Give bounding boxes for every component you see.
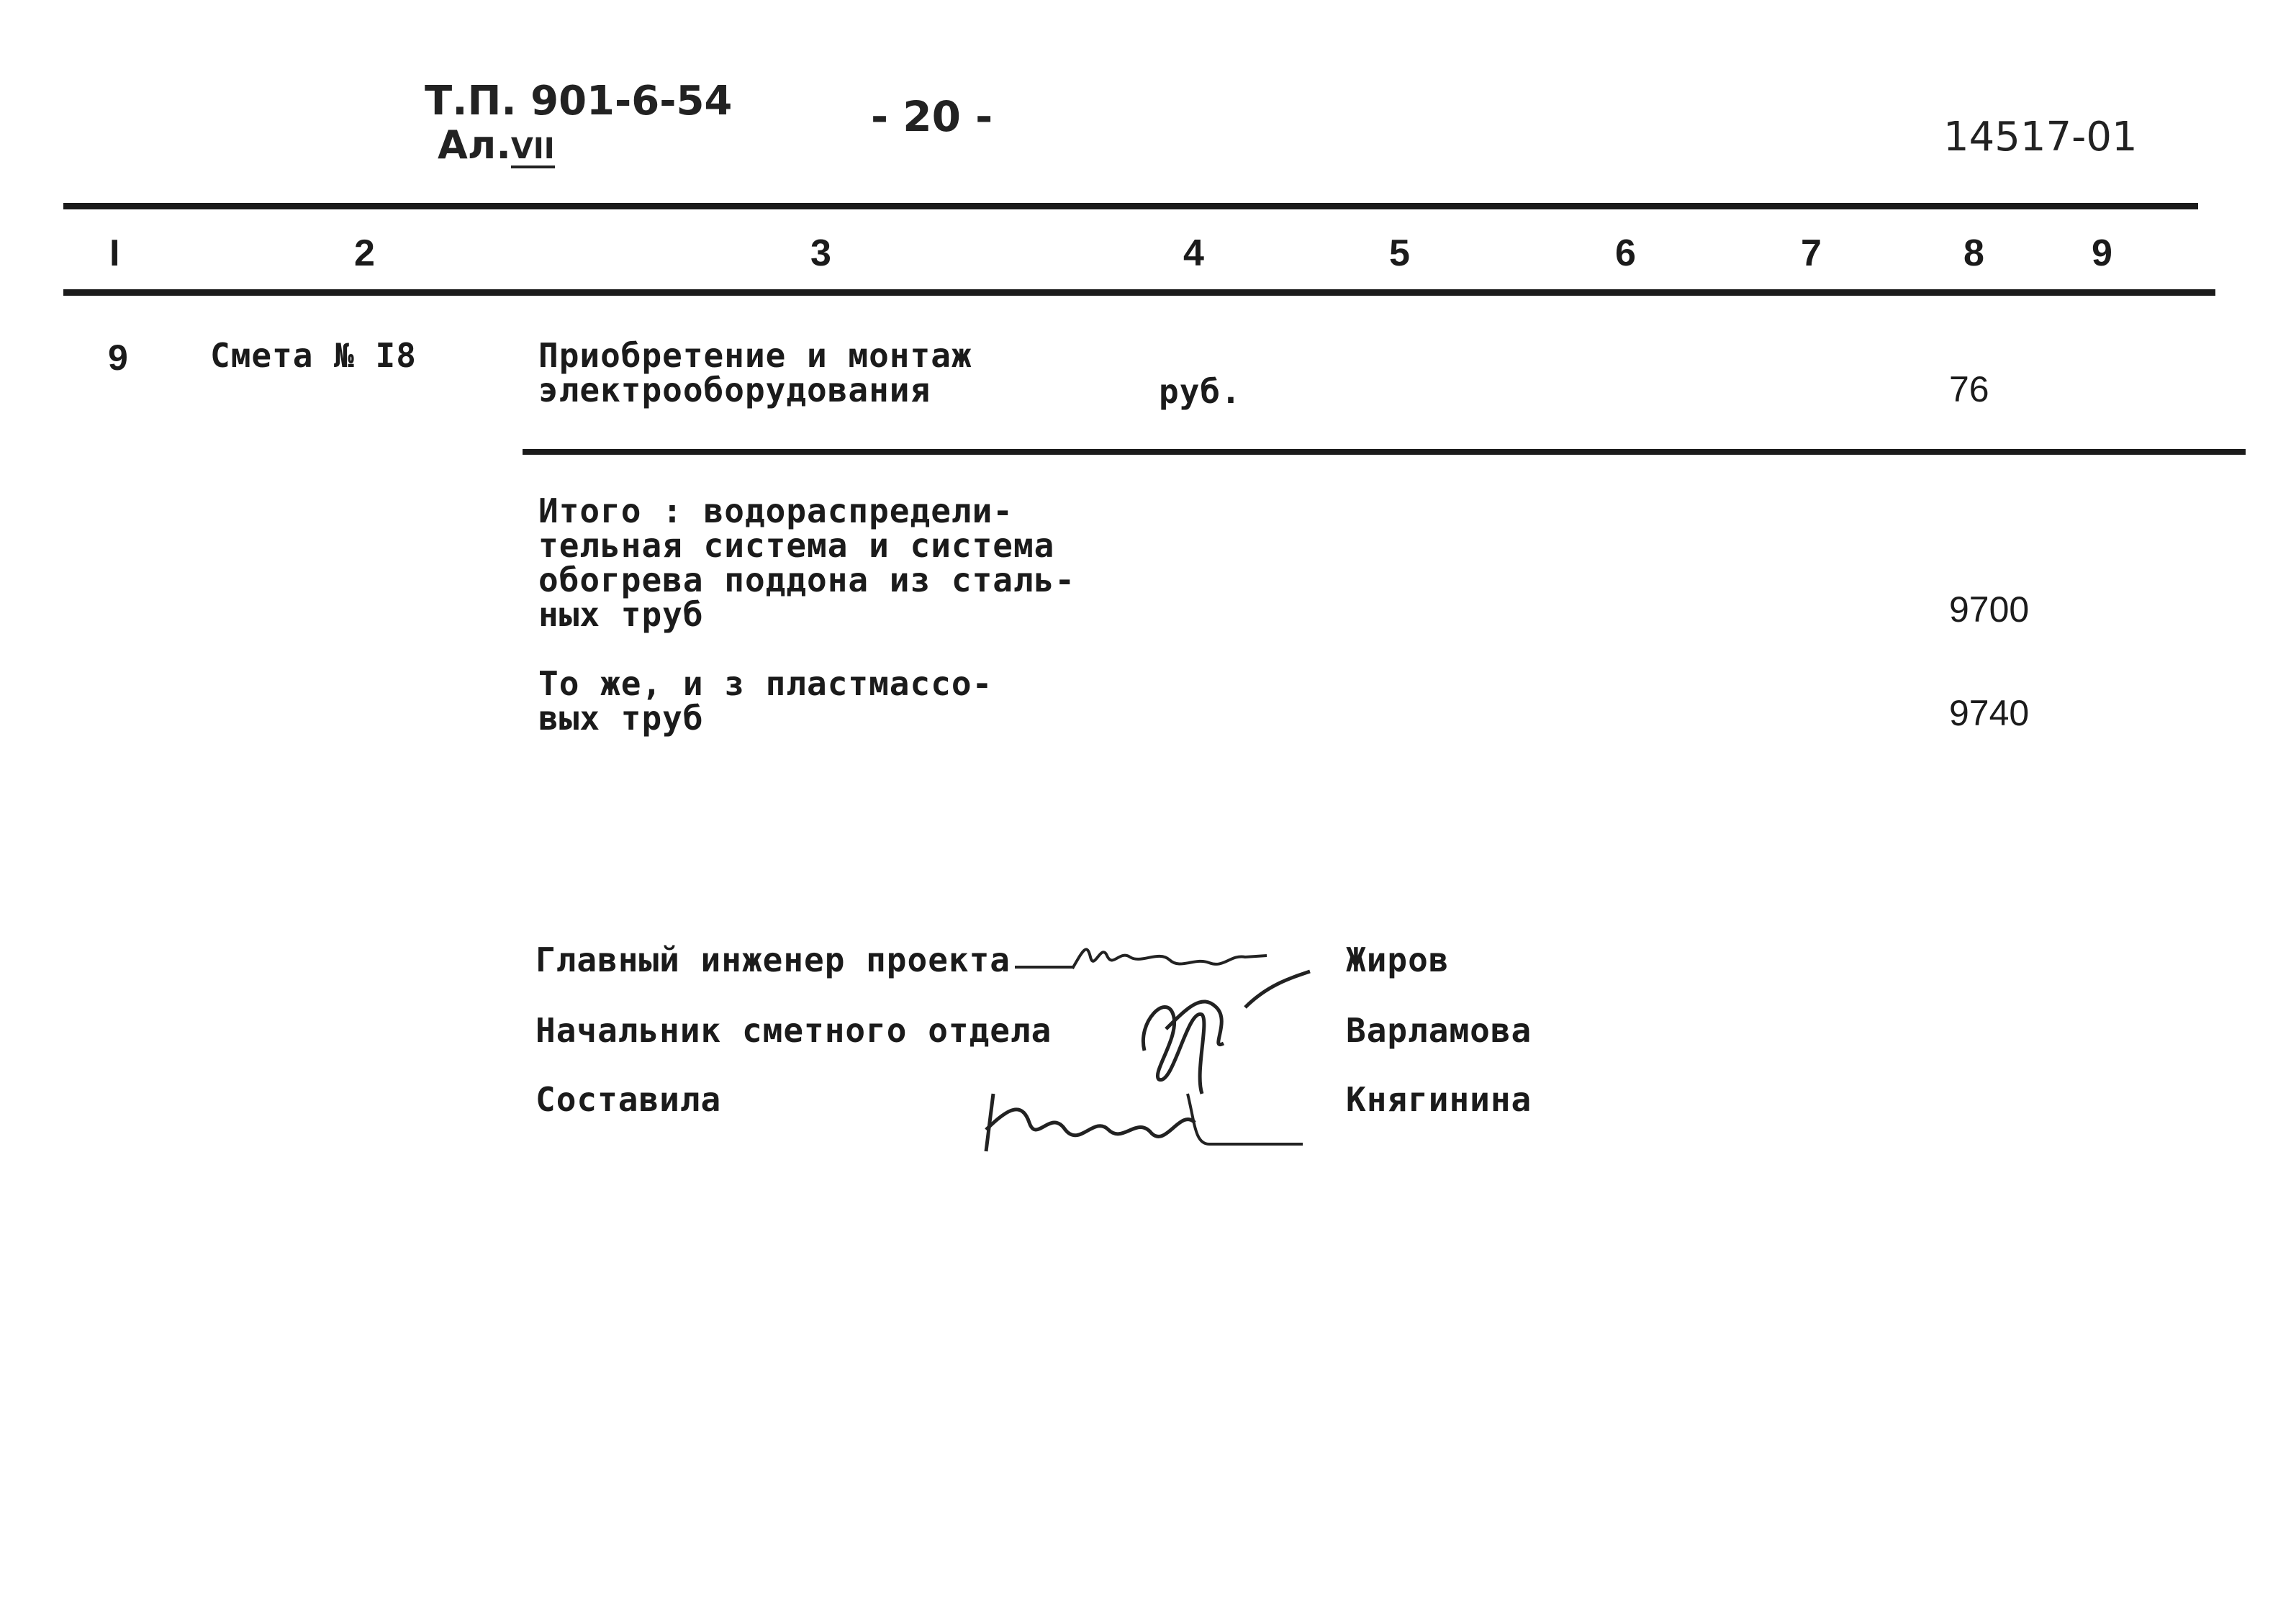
doc-code-roman: VII [511, 132, 555, 168]
subtotal-rule [523, 449, 2246, 455]
total-2-line1: То же, и з пластмассо- [538, 664, 993, 703]
row-estimate: Смета № I8 [210, 336, 417, 375]
signature-title-chief-engineer: Главный инженер проекта [535, 940, 1011, 979]
row-description-line2: электрооборудования [538, 371, 931, 409]
total-1-line2: тельная система и система [538, 526, 1055, 565]
header-bottom-rule [63, 289, 2215, 296]
total-1-line4: ных труб [538, 595, 704, 634]
doc-code-line1: Т.П. 901-6-54 [425, 78, 733, 124]
row-unit: руб. [1159, 372, 1242, 411]
column-header-3: 3 [810, 232, 831, 274]
signature-name-compiler: Княгинина [1346, 1080, 1532, 1119]
row-value: 76 [1949, 369, 1989, 409]
column-header-7: 7 [1801, 232, 1822, 274]
table-top-rule [63, 203, 2198, 209]
column-header-4: 4 [1183, 232, 1204, 274]
column-header-2: 2 [354, 232, 375, 274]
total-1-line3: обогрева поддона из сталь- [538, 561, 1076, 599]
signature-title-compiler: Составила [535, 1080, 722, 1119]
signature-mark-compiler [979, 1079, 1310, 1159]
doc-code-line2 [438, 122, 555, 168]
column-header-5: 5 [1389, 232, 1410, 274]
page-number: - 20 - [871, 92, 993, 141]
column-header-9: 9 [2092, 232, 2112, 274]
signature-title-estimates-head: Начальник сметного отдела [535, 1011, 1052, 1050]
signature-name-chief-engineer: Жиров [1346, 940, 1450, 979]
signature-name-estimates-head: Варламова [1346, 1011, 1532, 1050]
total-2-line2: вых труб [538, 699, 704, 738]
row-description-line1: Приобретение и монтаж [538, 336, 972, 375]
total-2-value: 9740 [1949, 693, 2030, 733]
column-header-8: 8 [1963, 232, 1984, 274]
total-1-value: 9700 [1949, 589, 2030, 630]
column-header-1: I [109, 232, 120, 274]
column-header-6: 6 [1615, 232, 1636, 274]
archive-number: 14517-01 [1943, 114, 2138, 160]
row-position: 9 [108, 337, 128, 378]
doc-code-album: Ал. [438, 122, 511, 168]
total-1-line1: Итого : водораспредели- [538, 491, 1013, 530]
